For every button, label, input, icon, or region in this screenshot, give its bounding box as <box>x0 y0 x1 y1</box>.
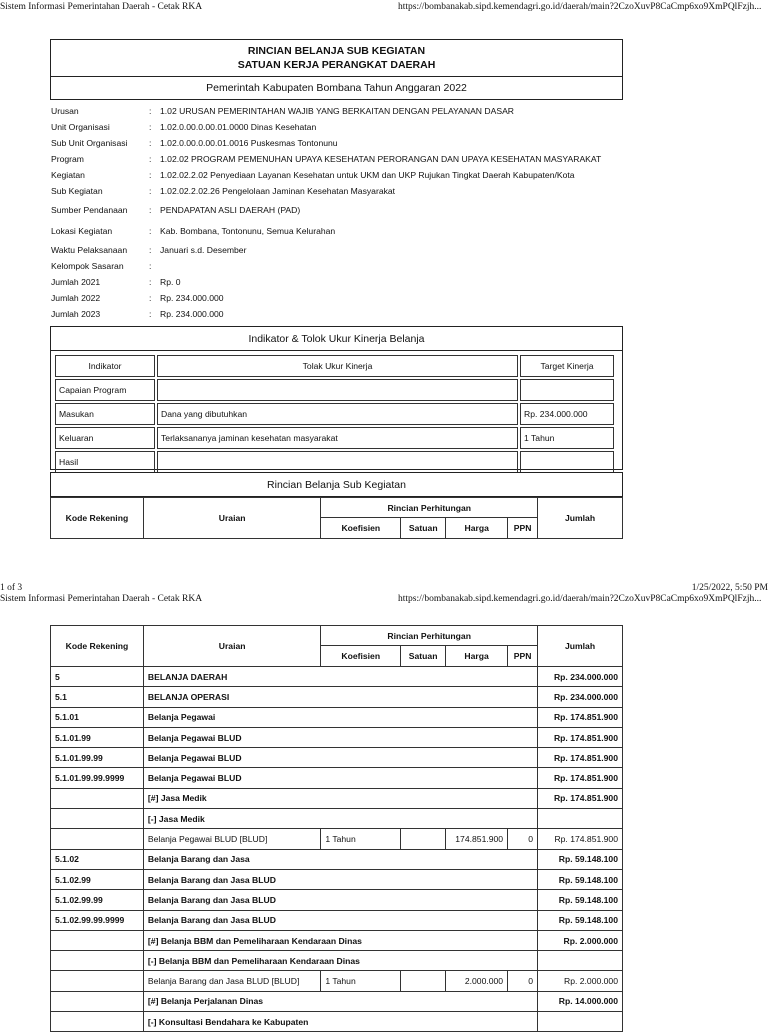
indikator-row <box>55 451 614 473</box>
info-label: Jumlah 2022 <box>51 293 101 303</box>
indikator-cell: Capaian Program <box>55 379 155 401</box>
uraian-cell: Belanja Barang dan Jasa <box>143 849 537 869</box>
info-colon: : <box>149 186 152 196</box>
indikator-row <box>55 379 614 401</box>
info-label: Waktu Pelaksanaan <box>51 245 128 255</box>
jumlah-cell <box>538 809 623 829</box>
info-colon: : <box>149 122 152 132</box>
kode-rekening-cell: 5.1.01 <box>51 707 144 727</box>
info-colon: : <box>149 309 152 319</box>
kode-rekening-cell <box>51 788 144 808</box>
info-label: Lokasi Kegiatan <box>51 226 113 236</box>
ppn-header: PPN <box>508 646 538 667</box>
jumlah-cell: Rp. 174.851.900 <box>538 829 623 849</box>
info-value: Rp. 234.000.000 <box>160 309 224 319</box>
kode-rekening-cell <box>51 930 144 950</box>
jumlah-cell: Rp. 234.000.000 <box>538 687 623 707</box>
uraian-cell: Belanja Barang dan Jasa BLUD [BLUD] <box>143 971 320 991</box>
koefisien-header: Koefisien <box>321 646 401 667</box>
satuan-header: Satuan <box>401 518 446 539</box>
jumlah-cell: Rp. 234.000.000 <box>538 667 623 687</box>
uraian-cell: Belanja Pegawai BLUD <box>143 727 537 747</box>
tolok-cell: Terlaksananya jaminan kesehatan masyarakat <box>157 427 518 449</box>
info-label: Kegiatan <box>51 170 85 180</box>
harga-header: Harga <box>446 646 508 667</box>
info-colon: : <box>149 226 152 236</box>
jumlah-cell: Rp. 2.000.000 <box>538 971 623 991</box>
table-row <box>51 748 623 768</box>
jumlah-cell: Rp. 174.851.900 <box>538 748 623 768</box>
tolok-cell: Dana yang dibutuhkan <box>157 403 518 425</box>
info-colon: : <box>149 138 152 148</box>
info-colon: : <box>149 170 152 180</box>
satuan-header: Satuan <box>401 646 446 667</box>
satuan-cell <box>401 971 446 991</box>
indikator-cell: Masukan <box>55 403 155 425</box>
koefisien-cell: 1 Tahun <box>321 971 401 991</box>
uraian-cell: Belanja Pegawai BLUD <box>143 748 537 768</box>
kode-rekening-cell <box>51 951 144 971</box>
kode-rekening-cell <box>51 1012 144 1032</box>
info-value: 1.02.02.2.02 Penyediaan Layanan Kesehatan untuk UKM dan UKP Rujukan Tingkat Daerah Kabupaten/Kota <box>160 170 575 180</box>
jumlah-cell: Rp. 59.148.100 <box>538 890 623 910</box>
info-label: Sumber Pendanaan <box>51 205 128 215</box>
rincian-section-title: Rincian Belanja Sub Kegiatan <box>50 472 623 497</box>
info-colon: : <box>149 277 152 287</box>
kode-rekening-header: Kode Rekening <box>51 626 144 667</box>
uraian-header: Uraian <box>143 626 320 667</box>
table-row <box>51 768 623 788</box>
target-header: Target Kinerja <box>520 355 614 377</box>
table-row <box>51 971 623 991</box>
indikator-cell: Hasil <box>55 451 155 473</box>
info-label: Program <box>51 154 84 164</box>
report-title-line2: SATUAN KERJA PERANGKAT DAERAH <box>237 59 436 71</box>
report-subtitle: Pemerintah Kabupaten Bombana Tahun Anggaran 2022 <box>50 77 623 100</box>
uraian-header: Uraian <box>143 498 321 539</box>
uraian-cell: Belanja Pegawai BLUD <box>143 768 537 788</box>
table-row <box>51 930 623 950</box>
rincian-belanja-table <box>50 625 623 1032</box>
uraian-cell: [#] Belanja BBM dan Pemeliharaan Kendaraan Dinas <box>143 930 537 950</box>
jumlah-cell: Rp. 59.148.100 <box>538 849 623 869</box>
uraian-cell: Belanja Pegawai BLUD [BLUD] <box>143 829 320 849</box>
info-label: Sub Kegiatan <box>51 186 103 196</box>
indikator-row <box>55 427 614 449</box>
table-row <box>51 991 623 1011</box>
jumlah-header: Jumlah <box>538 498 623 539</box>
info-value: 1.02.02 PROGRAM PEMENUHAN UPAYA KESEHATAN PERORANGAN DAN UPAYA KESEHATAN MASYARAKAT <box>160 154 602 164</box>
table-row <box>51 890 623 910</box>
kode-rekening-cell <box>51 991 144 1011</box>
info-value: 1.02 URUSAN PEMERINTAHAN WAJIB YANG BERKAITAN DENGAN PELAYANAN DASAR <box>160 106 515 116</box>
jumlah-cell <box>538 1012 623 1032</box>
ppn-cell: 0 <box>508 971 538 991</box>
info-value: Januari s.d. Desember <box>160 245 247 255</box>
print-header-left: Sistem Informasi Pemerintahan Daerah - Cetak RKA <box>0 594 203 604</box>
jumlah-cell: Rp. 174.851.900 <box>538 727 623 747</box>
ppn-header: PPN <box>508 518 538 539</box>
info-label: Jumlah 2021 <box>51 277 101 287</box>
info-label: Unit Organisasi <box>51 122 110 132</box>
table-row <box>51 727 623 747</box>
jumlah-header: Jumlah <box>538 626 623 667</box>
info-colon: : <box>149 154 152 164</box>
jumlah-cell: Rp. 2.000.000 <box>538 930 623 950</box>
info-colon: : <box>149 245 152 255</box>
tolok-cell <box>157 451 518 473</box>
uraian-cell: [-] Belanja BBM dan Pemeliharaan Kendaraan Dinas <box>143 951 537 971</box>
uraian-cell: Belanja Barang dan Jasa BLUD <box>143 890 537 910</box>
jumlah-cell: Rp. 174.851.900 <box>538 707 623 727</box>
kode-rekening-cell: 5.1.02 <box>51 849 144 869</box>
jumlah-cell: Rp. 14.000.000 <box>538 991 623 1011</box>
uraian-cell: Belanja Barang dan Jasa BLUD <box>143 869 537 889</box>
kode-rekening-cell: 5.1.01.99 <box>51 727 144 747</box>
kode-rekening-cell <box>51 971 144 991</box>
info-value: 1.02.0.00.0.00.01.0016 Puskesmas Tontonunu <box>160 138 338 148</box>
indikator-table <box>53 353 616 475</box>
kode-rekening-cell: 5.1.01.99.99 <box>51 748 144 768</box>
info-value: 1.02.02.2.02.26 Pengelolaan Jaminan Kesehatan Masyarakat <box>160 186 396 196</box>
info-value: PENDAPATAN ASLI DAERAH (PAD) <box>160 205 301 215</box>
table-row <box>51 829 623 849</box>
info-value: Rp. 234.000.000 <box>160 293 224 303</box>
table-row <box>51 849 623 869</box>
indikator-header-row <box>55 355 614 377</box>
indikator-header: Indikator <box>55 355 155 377</box>
kode-rekening-cell: 5.1 <box>51 687 144 707</box>
ppn-cell: 0 <box>508 829 538 849</box>
harga-cell: 174.851.900 <box>446 829 508 849</box>
jumlah-cell: Rp. 59.148.100 <box>538 910 623 930</box>
table-row <box>51 788 623 808</box>
jumlah-cell: Rp. 174.851.900 <box>538 788 623 808</box>
jumlah-cell <box>538 951 623 971</box>
info-value: Rp. 0 <box>160 277 181 287</box>
uraian-cell: BELANJA OPERASI <box>143 687 537 707</box>
uraian-cell: [-] Konsultasi Bendahara ke Kabupaten <box>143 1012 537 1032</box>
kode-rekening-header: Kode Rekening <box>51 498 144 539</box>
indikator-section-title: Indikator & Tolok Ukur Kinerja Belanja <box>50 326 623 351</box>
rincian-perhitungan-header: Rincian Perhitungan <box>321 626 538 646</box>
info-label: Kelompok Sasaran <box>51 261 124 271</box>
report-title-line1: RINCIAN BELANJA SUB KEGIATAN <box>247 45 426 57</box>
target-cell <box>520 451 614 473</box>
indikator-row <box>55 403 614 425</box>
indikator-table-frame <box>50 350 623 470</box>
uraian-cell: [-] Jasa Medik <box>143 809 537 829</box>
kode-rekening-cell: 5.1.02.99.99 <box>51 890 144 910</box>
table-row <box>51 687 623 707</box>
rincian-header-table-page1 <box>50 497 623 539</box>
kode-rekening-cell <box>51 829 144 849</box>
tolok-cell <box>157 379 518 401</box>
info-value: 1.02.0.00.0.00.01.0000 Dinas Kesehatan <box>160 122 317 132</box>
koefisien-cell: 1 Tahun <box>321 829 401 849</box>
rincian-perhitungan-header: Rincian Perhitungan <box>321 498 538 518</box>
koefisien-header: Koefisien <box>321 518 401 539</box>
target-cell <box>520 379 614 401</box>
uraian-cell: [#] Belanja Perjalanan Dinas <box>143 991 537 1011</box>
info-label: Sub Unit Organisasi <box>51 138 128 148</box>
info-colon: : <box>149 293 152 303</box>
table-row <box>51 869 623 889</box>
info-label: Jumlah 2023 <box>51 309 101 319</box>
table-row <box>51 910 623 930</box>
print-timestamp: 1/25/2022, 5:50 PM <box>691 583 768 593</box>
target-cell: 1 Tahun <box>520 427 614 449</box>
kode-rekening-cell: 5 <box>51 667 144 687</box>
print-header-url: https://bombanakab.sipd.kemendagri.go.id/daerah/main?2CzoXuvP8CaCmp6xo9XmPQlFzjh... <box>398 2 762 12</box>
print-header-url: https://bombanakab.sipd.kemendagri.go.id/daerah/main?2CzoXuvP8CaCmp6xo9XmPQlFzjh... <box>398 594 762 604</box>
kode-rekening-cell <box>51 809 144 829</box>
table-row <box>51 707 623 727</box>
table-row <box>51 1012 623 1032</box>
page-count: 1 of 3 <box>0 583 23 593</box>
uraian-cell: BELANJA DAERAH <box>143 667 537 687</box>
table-row <box>51 951 623 971</box>
info-colon: : <box>149 205 152 215</box>
table-row <box>51 809 623 829</box>
table-row <box>51 667 623 687</box>
uraian-cell: Belanja Barang dan Jasa BLUD <box>143 910 537 930</box>
kode-rekening-cell: 5.1.02.99.99.9999 <box>51 910 144 930</box>
harga-cell: 2.000.000 <box>446 971 508 991</box>
satuan-cell <box>401 829 446 849</box>
info-label: Urusan <box>51 106 79 116</box>
uraian-cell: [#] Jasa Medik <box>143 788 537 808</box>
harga-header: Harga <box>446 518 508 539</box>
target-cell: Rp. 234.000.000 <box>520 403 614 425</box>
jumlah-cell: Rp. 59.148.100 <box>538 869 623 889</box>
print-header-left: Sistem Informasi Pemerintahan Daerah - Cetak RKA <box>0 2 203 12</box>
indikator-cell: Keluaran <box>55 427 155 449</box>
info-value: Kab. Bombana, Tontonunu, Semua Kelurahan <box>160 226 336 236</box>
kode-rekening-cell: 5.1.02.99 <box>51 869 144 889</box>
info-colon: : <box>149 261 152 271</box>
uraian-cell: Belanja Pegawai <box>143 707 537 727</box>
info-colon: : <box>149 106 152 116</box>
kode-rekening-cell: 5.1.01.99.99.9999 <box>51 768 144 788</box>
tolok-header: Tolak Ukur Kinerja <box>157 355 518 377</box>
jumlah-cell: Rp. 174.851.900 <box>538 768 623 788</box>
report-title <box>50 39 623 77</box>
